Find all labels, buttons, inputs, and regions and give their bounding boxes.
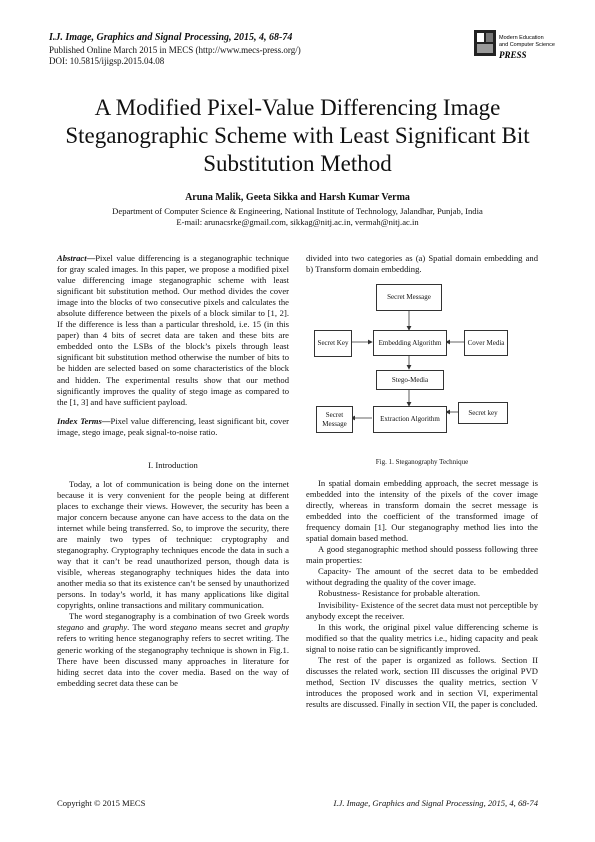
doi-line: DOI: 10.5815/ijigsp.2015.04.08 xyxy=(49,56,165,66)
embedding-algorithm-box: Embedding Algorithm xyxy=(373,330,447,356)
figure-caption: Fig. 1. Steganography Technique xyxy=(375,458,469,466)
intro-paragraph: Today, a lot of communication is being done on the internet because it is very convenient for the people being at different places to exchange their views. However, the security has been a major concern because anyone can have access to the data on the internet while being transferred. So, to improve the security, there are mainly two types of technique: cryptography and steganography. Cryptography techniques encode the data in such a way that it can’t be read unauthorized person, though data is visible, whereas steganography techniques hides the data into another media so that its existence can’t be sensed by unauthorized persons. In today’s world, it has many applications like digital copyrights, online transactions and military communication. xyxy=(57,478,289,611)
right-column-top xyxy=(306,253,538,275)
left-column xyxy=(57,253,289,689)
affiliation-email: E-mail: arunacsrke@gmail.com, sikkag@nitj.ac.in, vermah@nitj.ac.in xyxy=(176,217,419,227)
extraction-algorithm-box: Extraction Algorithm xyxy=(373,406,447,433)
section-heading-introduction: I. Introduction xyxy=(148,459,198,470)
cover-media-box: Cover Media xyxy=(464,330,508,356)
svg-text:PRESS: PRESS xyxy=(499,50,527,60)
body-paragraph: Invisibility- Existence of the secret data must not perceptible by anybody except the receiver. xyxy=(306,599,538,621)
svg-text:and Computer Science: and Computer Science xyxy=(499,42,555,48)
published-line: Published Online March 2015 in MECS (http://www.mecs-press.org/) xyxy=(49,45,301,55)
index-terms-label: Index Terms xyxy=(57,415,102,426)
secret-key-right-box: Secret key xyxy=(458,402,508,424)
body-paragraph: A good steganographic method should possess following three main properties: xyxy=(306,544,538,566)
figure-steganography-diagram xyxy=(306,284,538,444)
mecs-logo xyxy=(474,30,555,64)
footer-copyright: Copyright © 2015 MECS xyxy=(57,798,146,808)
footer-journal: I.J. Image, Graphics and Signal Processing, 2015, 4, 68-74 xyxy=(333,798,538,808)
abstract-label: Abstract xyxy=(57,253,87,263)
affiliation xyxy=(40,206,555,228)
svg-text:Modern Education: Modern Education xyxy=(499,35,544,41)
body-paragraph: The rest of the paper is organized as follows. Section II discusses the related work, section III discusses the original PVD method, Section IV discusses the quality metrics, section V introduces the proposed work and in section VI, experimental results are discussed. Finally in section VII, the paper is concluded. xyxy=(306,654,538,709)
body-paragraph: In this work, the original pixel value differencing scheme is modified so that the quality metrics i.e., hiding capacity and peak signal to noise ratio can be significantly improved. xyxy=(306,621,538,654)
abstract: Abstract—Pixel value differencing is a steganographic technique for gray scaled images. In this paper, we propose a modified pixel value differencing image steganographic scheme with least significant bit substitution method. Our method divides the cover image into the blocks of two consecutive pixels and calculates the absolute difference between the pixels of a block similar to [1, 2]. If the difference is less than a particular threshold, i.e. 15 (in this paper) than 4 bits of secret data are taken and these bits are embedded onto the LSBs of the block’s pixels through least significant bit substitution method otherwise the number of bits to be hidden are selected based on some characteristics of the block and hidden. The experimental results show that our method significantly improves the quality of stego image as compared to the [1, 3] and have sufficient payload. xyxy=(57,253,289,407)
right-column-body xyxy=(306,478,538,710)
intro-paragraph: The word steganography is a combination of two Greek words stegano and graphy. The word stegano means secret and graphy refers to writing hence steganography refers to secret writing. The generic working of the steganography technique is shown in Fig.1. There have been discussed many approaches in literature for hiding secret data into the cover media. Based on the way of embedding secret data these can be xyxy=(57,611,289,688)
body-paragraph: In spatial domain embedding approach, the secret message is embedded into the intensity of the pixels of the cover image directly, whereas in transform domain the secret message is embedded into the coefficient of the transformed image of frequency domain [1]. Our steganography method lies into the spatial domain based method. xyxy=(306,478,538,544)
index-terms: Index Terms—Pixel value differencing, least significant bit, cover image, stego image, peak signal-to-noise ratio. xyxy=(57,415,289,437)
paper-title: A Modified Pixel-Value Differencing Image Steganographic Scheme with Least Significant Bit Substitution Method xyxy=(65,95,530,176)
body-paragraph: Robustness- Resistance for probable alteration. xyxy=(318,588,481,599)
body-paragraph: Capacity- The amount of the secret data to be embedded without degrading the quality of the cover image. xyxy=(306,566,538,588)
stego-media-box: Stego-Media xyxy=(376,370,444,390)
secret-message-output-box: Secret Message xyxy=(316,406,353,433)
authors: Aruna Malik, Geeta Sikka and Harsh Kumar Verma xyxy=(185,192,410,203)
index-terms-text: Pixel value differencing, least significant bit, cover image, stego image, peak signal-to-noise ratio. xyxy=(57,415,289,437)
affiliation-dept: Department of Computer Science & Engineering, National Institute of Technology, Jalandhar, Punjab, India xyxy=(112,206,483,216)
abstract-text: Pixel value differencing is a steganographic technique for gray scaled images. In this paper, we propose a modified pixel value differencing image steganographic scheme with least significant bit substitution method. Our method divides the cover image into the blocks of two consecutive pixels and calculates the absolute difference between the pixels of a block similar to [1, 2]. If the difference is less than a particular threshold, i.e. 15 (in this paper) than 4 bits of secret data are taken and these bits are embedded onto the LSBs of the block’s pixels through least significant bit substitution method otherwise the number of bits to be hidden are selected based on some characteristics of the block and hidden. The experimental results show that our method significantly improves the quality of stego image as compared to the [1, 3] and have sufficient payload. xyxy=(57,253,289,407)
secret-message-box: Secret Message xyxy=(376,284,442,311)
body-paragraph: divided into two categories as (a) Spatial domain embedding and b) Transform domain embedding. xyxy=(306,253,538,275)
secret-key-box: Secret Key xyxy=(314,330,352,357)
journal-header: I.J. Image, Graphics and Signal Processing, 2015, 4, 68-74 xyxy=(49,32,293,43)
